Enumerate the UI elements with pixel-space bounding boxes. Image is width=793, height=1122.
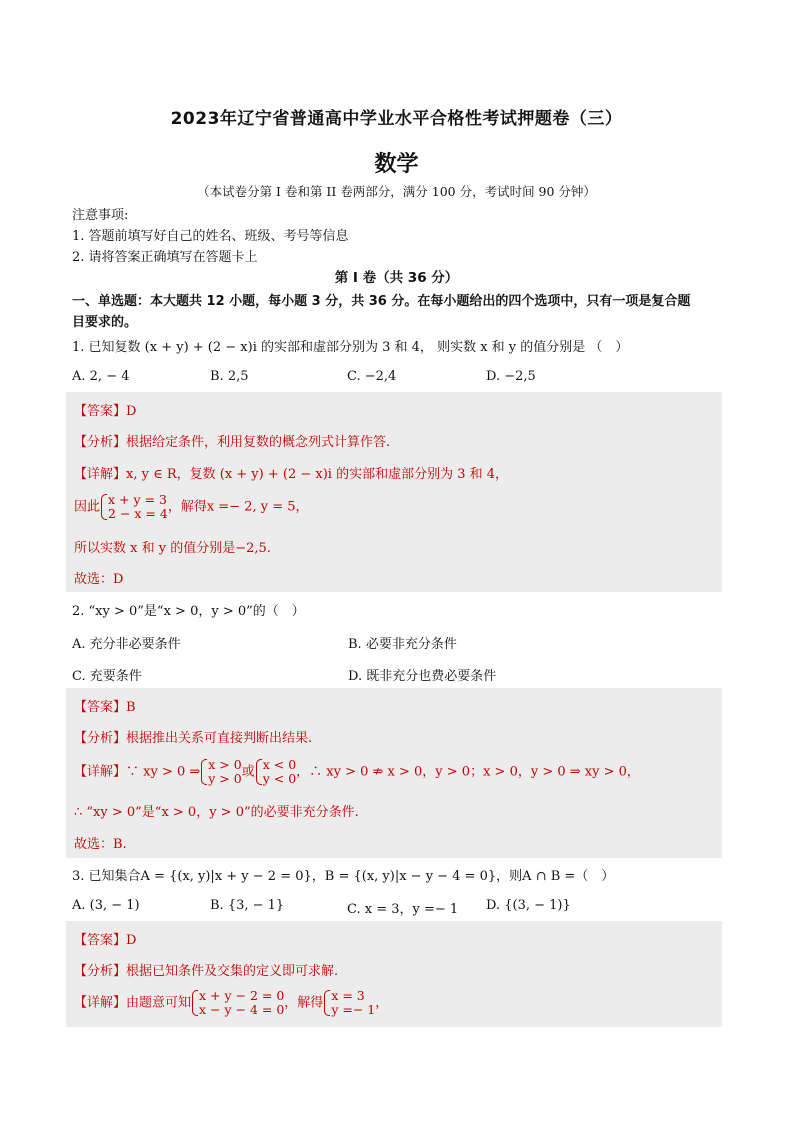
question-3-option-d: D. {(3, − 1)} — [486, 898, 571, 913]
question-2-detail-line — [74, 758, 640, 786]
question-3-end: ， — [375, 995, 389, 1011]
question-1-answer: 【答案】D — [74, 404, 137, 419]
question-3-eq-4: y =− 1 — [331, 1002, 376, 1017]
question-1-option-b: B. 2,5 — [210, 369, 249, 384]
question-3-detail-line — [74, 989, 388, 1017]
question-2-choose: 故选：B. — [74, 837, 127, 852]
question-3-system-1 — [191, 989, 284, 1017]
question-2-conclusion: ∴ “xy > 0”是“x > 0，y > 0”的必要非充分条件. — [74, 805, 359, 820]
question-3-option-b: B. {3, − 1} — [210, 898, 285, 913]
question-3-option-a: A. (3, − 1) — [72, 898, 140, 913]
section-title: 第 I 卷（共 36 分） — [334, 270, 459, 286]
question-3-solution-box — [66, 921, 722, 1027]
question-2-analysis: 【分析】根据推出关系可直接判断出结果. — [74, 731, 313, 746]
notice-item-1: 1. 答题前填写好自己的姓名、班级、考号等信息 — [72, 229, 349, 244]
question-1-equation-system — [100, 493, 168, 521]
question-2-option-b: B. 必要非充分条件 — [348, 637, 457, 652]
question-2-answer: 【答案】B — [74, 700, 136, 715]
question-3-option-c: C. x = 3，y =− 1 — [347, 902, 459, 917]
subject-title: 数学 — [374, 152, 419, 177]
question-3-eq-2: x − y − 4 = 0 — [199, 1002, 285, 1017]
question-3-system-2 — [323, 989, 375, 1017]
question-2-option-d: D. 既非充分也费必要条件 — [348, 669, 497, 684]
question-2-detail-pre: 【详解】∵ xy > 0 ⇒ — [74, 764, 201, 780]
question-3-stem: 3. 已知集合A = {(x, y)|x + y − 2 = 0}，B = {(x, y)|x − y − 4 = 0}，则A ∩ B =（ ） — [72, 869, 615, 884]
section-instruction-1: 一、单选题：本大题共 12 小题，每小题 3 分，共 36 分。在每小题给出的四个选项中，只有一项是复合题 — [72, 294, 691, 309]
question-1-solve: ，解得x =− 2, y = 5， — [167, 499, 309, 515]
question-1-analysis: 【分析】根据给定条件，利用复数的概念列式计算作答. — [74, 435, 391, 450]
question-2-sys-b-1: x < 0 — [262, 757, 297, 772]
section-instruction-2: 目要求的。 — [72, 315, 138, 330]
question-2-option-c: C. 充要条件 — [72, 669, 142, 684]
question-2-sys-a-2: y > 0 — [208, 771, 242, 786]
question-1-option-c: C. −2,4 — [347, 369, 397, 384]
notice-heading: 注意事项: — [72, 208, 129, 223]
question-3-eq-3: x = 3 — [331, 988, 365, 1003]
question-1-eq-2: 2 − x = 4 — [108, 506, 168, 521]
notice-item-2: 2. 请将答案正确填写在答题卡上 — [72, 250, 258, 265]
question-1-option-a: A. 2, − 4 — [72, 369, 130, 384]
question-3-analysis: 【分析】根据已知条件及交集的定义即可求解. — [74, 964, 339, 979]
question-1-eq-1: x + y = 3 — [108, 492, 167, 507]
question-2-detail-post: ，∴ xy > 0 ⇏ x > 0，y > 0；x > 0，y > 0 ⇒ xy > 0， — [296, 764, 640, 780]
question-2-stem: 2. “xy > 0”是“x > 0，y > 0”的（ ） — [72, 604, 305, 619]
question-1-because: 因此 — [74, 499, 101, 515]
question-2-sys-b-2: y < 0 — [262, 771, 297, 786]
exam-note: （本试卷分第 I 卷和第 II 卷两部分，满分 100 分，考试时间 90 分钟） — [197, 184, 596, 199]
question-3-eq-1: x + y − 2 = 0 — [199, 988, 285, 1003]
question-3-detail-pre: 【详解】由题意可知 — [74, 995, 192, 1011]
question-1-option-d: D. −2,5 — [486, 369, 536, 384]
question-1-choose: 故选：D — [74, 572, 124, 587]
question-1-conclusion: 所以实数 x 和 y 的值分别是−2,5. — [74, 541, 271, 556]
question-2-sys-a-1: x > 0 — [208, 757, 242, 772]
question-1-system-line — [74, 493, 309, 521]
question-2-or: 或 — [241, 764, 255, 780]
question-3-answer: 【答案】D — [74, 933, 137, 948]
question-2-system-b — [255, 758, 296, 786]
question-1-detail: 【详解】x, y ∈ R，复数 (x + y) + (2 − x)i 的实部和虚部分别为 3 和 4， — [74, 467, 509, 482]
exam-title: 2023年辽宁省普通高中学业水平合格性考试押题卷（三） — [170, 109, 623, 129]
question-2-solution-box — [66, 688, 722, 858]
question-3-mid: ，解得 — [284, 995, 324, 1011]
question-2-system-a — [200, 758, 241, 786]
question-2-option-a: A. 充分非必要条件 — [72, 637, 181, 652]
question-1-solution-box — [66, 392, 722, 592]
question-1-stem: 1. 已知复数 (x + y) + (2 − x)i 的实部和虚部分别为 3 和 4， 则实数 x 和 y 的值分别是 （ ） — [72, 340, 629, 355]
